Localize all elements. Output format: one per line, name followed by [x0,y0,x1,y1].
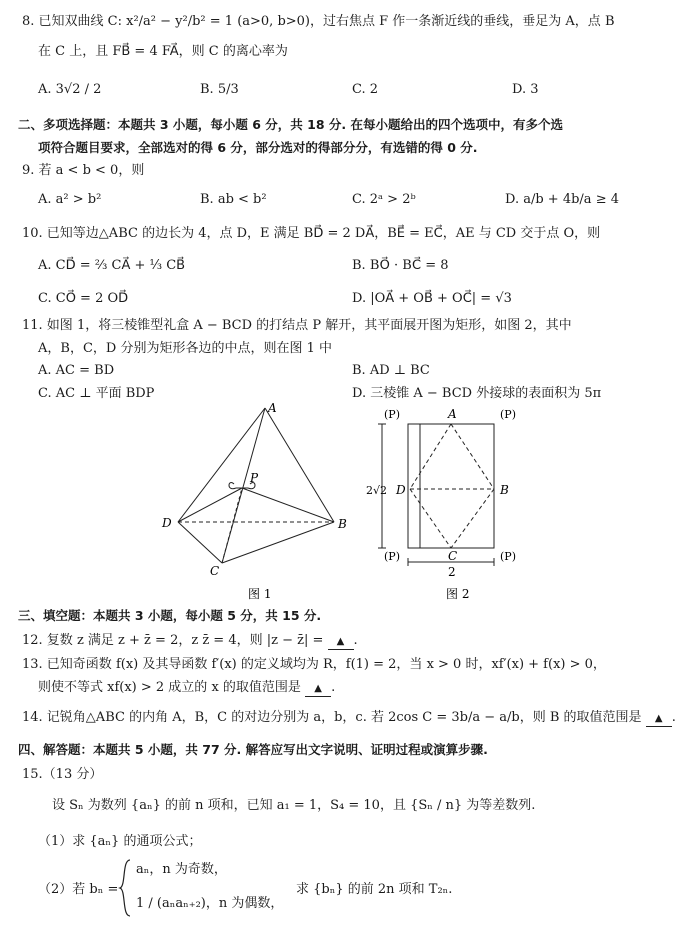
figure1-label-p: P [250,471,259,485]
figure1-label-b: B [338,517,347,531]
q15-part2-prefix: （2）若 bₙ = [38,882,119,897]
q10-stem: 10. 已知等边△ABC 的边长为 4，点 D，E 满足 BD⃗ = 2 DA⃗，BE⃗ = EC⃗，AE 与 CD 交于点 O，则 [22,226,601,241]
q14-end: . [671,710,676,725]
q9-stem: 9. 若 a < b < 0，则 [22,163,145,178]
q11-option-a: A. AC = BD [38,363,115,378]
figure2-label-c: C [448,549,458,563]
q8-line1: 8. 已知双曲线 C: x²/a² − y²/b² = 1 (a>0, b>0)，过右焦点 F 作一条渐近线的垂线，垂足为 A，点 B [22,14,615,29]
q8-option-c: C. 2 [352,82,379,97]
q12-answer-blank: ▲ [328,636,354,650]
figure2-label-p-top-left: (P) [384,408,400,421]
q10-option-d: D. |OA⃗ + OB⃗ + OC⃗| = √3 [352,291,512,306]
figure2-label-d: D [396,483,406,497]
q12-line [22,633,358,650]
q9-option-b: B. ab < b² [200,192,267,207]
section2-heading-line1: 二、多项选择题：本题共 3 小题，每小题 6 分，共 18 分. 在每小题给出的四个选项中，有多个选 [18,117,564,132]
figure2-net [360,402,540,602]
q11-line2: A，B，C，D 分别为矩形各边的中点，则在图 1 中 [38,341,332,356]
q10-option-b: B. BO⃗ · BC⃗ = 8 [352,258,449,273]
figure2-height-label: 2√2 [366,484,388,497]
figure2-label-a: A [448,407,457,421]
q13-answer-blank: ▲ [305,683,331,697]
q13-line2: 则使不等式 xf(x) > 2 成立的 x 的取值范围是 [38,680,301,695]
section4-heading: 四、解答题：本题共 5 小题，共 77 分. 解答应写出文字说明、证明过程或演算步骤. [18,742,488,757]
figure1-pyramid [160,400,360,605]
q15-part2-suffix: 求 {bₙ} 的前 2n 项和 T₂ₙ. [296,882,453,897]
figure1-label-a: A [268,401,277,415]
q15-piecewise-brace [118,858,132,918]
section3-heading: 三、填空题：本题共 3 小题，每小题 5 分，共 15 分. [18,608,322,623]
q8-option-b: B. 5/3 [200,82,239,97]
q9-option-c: C. 2ᵃ > 2ᵇ [352,192,416,207]
figure1-label-d: D [162,516,172,530]
q11-option-b: B. AD ⊥ BC [352,363,430,378]
q12-text: 12. 复数 z 满足 z + z̄ = 2，z z̄ = 4，则 |z − z̄| = [22,633,324,648]
figure2-caption: 图 2 [446,587,470,601]
figure2-label-p-bottom-left: (P) [384,550,400,563]
q8-option-d: D. 3 [512,82,539,97]
figure1-caption: 图 1 [248,587,272,601]
q14-line [22,710,676,727]
q15-case-odd: aₙ，n 为奇数， [136,862,227,877]
q11-option-c: C. AC ⊥ 平面 BDP [38,386,155,401]
q11-line1: 11. 如图 1，将三棱锥型礼盒 A − BCD 的打结点 P 解开，其平面展开图为矩形，如图 2，其中 [22,318,572,333]
q13-line2-wrap [38,680,335,697]
q9-option-a: A. a² > b² [38,192,102,207]
figure1-label-c: C [210,564,220,578]
figure2-label-p-top-right: (P) [500,408,516,421]
q15-case-even: 1 / (aₙaₙ₊₂)，n 为偶数， [136,896,284,911]
q11-option-d: D. 三棱锥 A − BCD 外接球的表面积为 5π [352,386,602,401]
q15-stem: 设 Sₙ 为数列 {aₙ} 的前 n 项和，已知 a₁ = 1，S₄ = 10，且 {Sₙ / n} 为等差数列. [52,798,536,813]
figure2-width-label: 2 [448,565,456,579]
q14-text: 14. 记锐角△ABC 的内角 A，B，C 的对边分别为 a，b，c. 若 2cos C = 3b/a − a/b，则 B 的取值范围是 [22,710,642,725]
figure2-label-b: B [500,483,509,497]
q10-option-a: A. CD⃗ = ⅔ CA⃗ + ⅓ CB⃗ [38,258,186,273]
q13-line1: 13. 已知奇函数 f(x) 及其导函数 f′(x) 的定义域均为 R，f(1) = 2，当 x > 0 时，xf′(x) + f(x) > 0， [22,657,606,672]
figure2-label-p-bottom-right: (P) [500,550,516,563]
q8-option-a: A. 3√2 / 2 [38,82,102,97]
q12-end: . [353,633,358,648]
q10-option-c: C. CO⃗ = 2 OD⃗ [38,291,129,306]
q13-end: . [331,680,336,695]
section2-heading-line2: 项符合题目要求，全部选对的得 6 分，部分选对的得部分分，有选错的得 0 分. [38,140,478,155]
q8-line2: 在 C 上，且 FB⃗ = 4 FA⃗，则 C 的离心率为 [38,44,288,59]
q14-answer-blank: ▲ [646,713,672,727]
q15-part1: （1）求 {aₙ} 的通项公式； [38,834,202,849]
q9-option-d: D. a/b + 4b/a ≥ 4 [505,192,619,207]
q15-header: 15.（13 分） [22,767,103,782]
